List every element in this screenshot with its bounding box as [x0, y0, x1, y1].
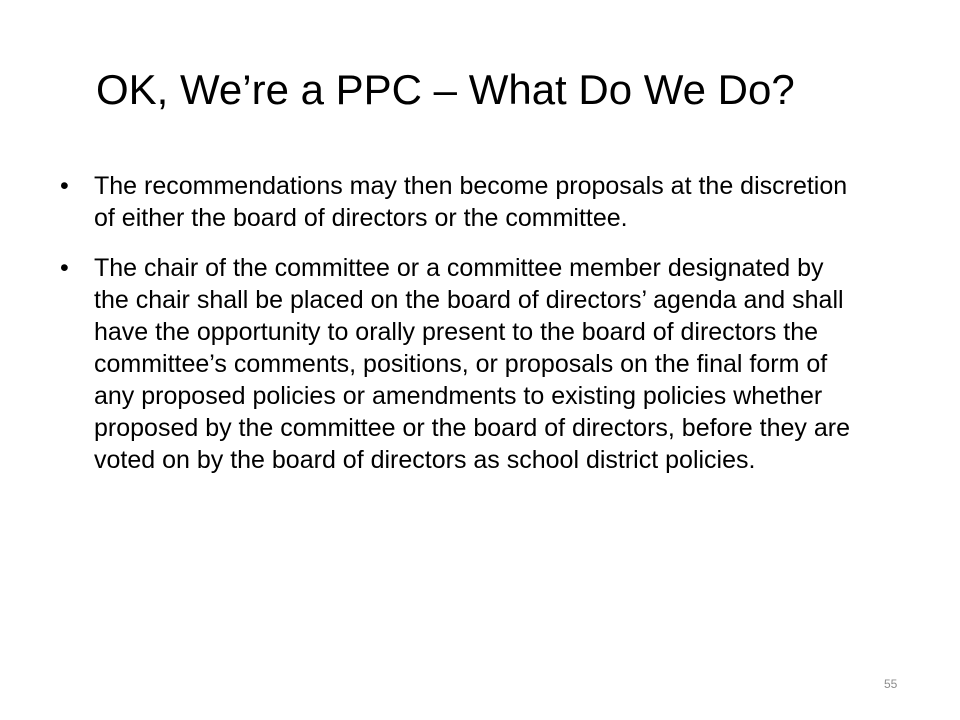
- slide-title: OK, We’re a PPC – What Do We Do?: [96, 66, 795, 113]
- bullet-point-icon: •: [60, 254, 69, 282]
- bullet-text-2: The chair of the committee or a committee member designated by the chair shall be placed on the board of directors’ agenda and shall have the opportunity to orally present to the board of directors the committee’s comments, positions, or proposals on the final form of any proposed policies or amendments to existing policies whether proposed by the committee or the board of directors, before they are voted on by the board of directors as school district policies.: [94, 254, 850, 474]
- bullet-item-2: [60, 252, 850, 476]
- bullet-list: [60, 170, 850, 494]
- page-number: 55: [884, 677, 898, 691]
- bullet-item-1: [60, 170, 850, 234]
- bullet-point-icon: •: [60, 172, 69, 200]
- bullet-text-1: The recommendations may then become proposals at the discretion of either the board of directors or the committee.: [94, 172, 848, 232]
